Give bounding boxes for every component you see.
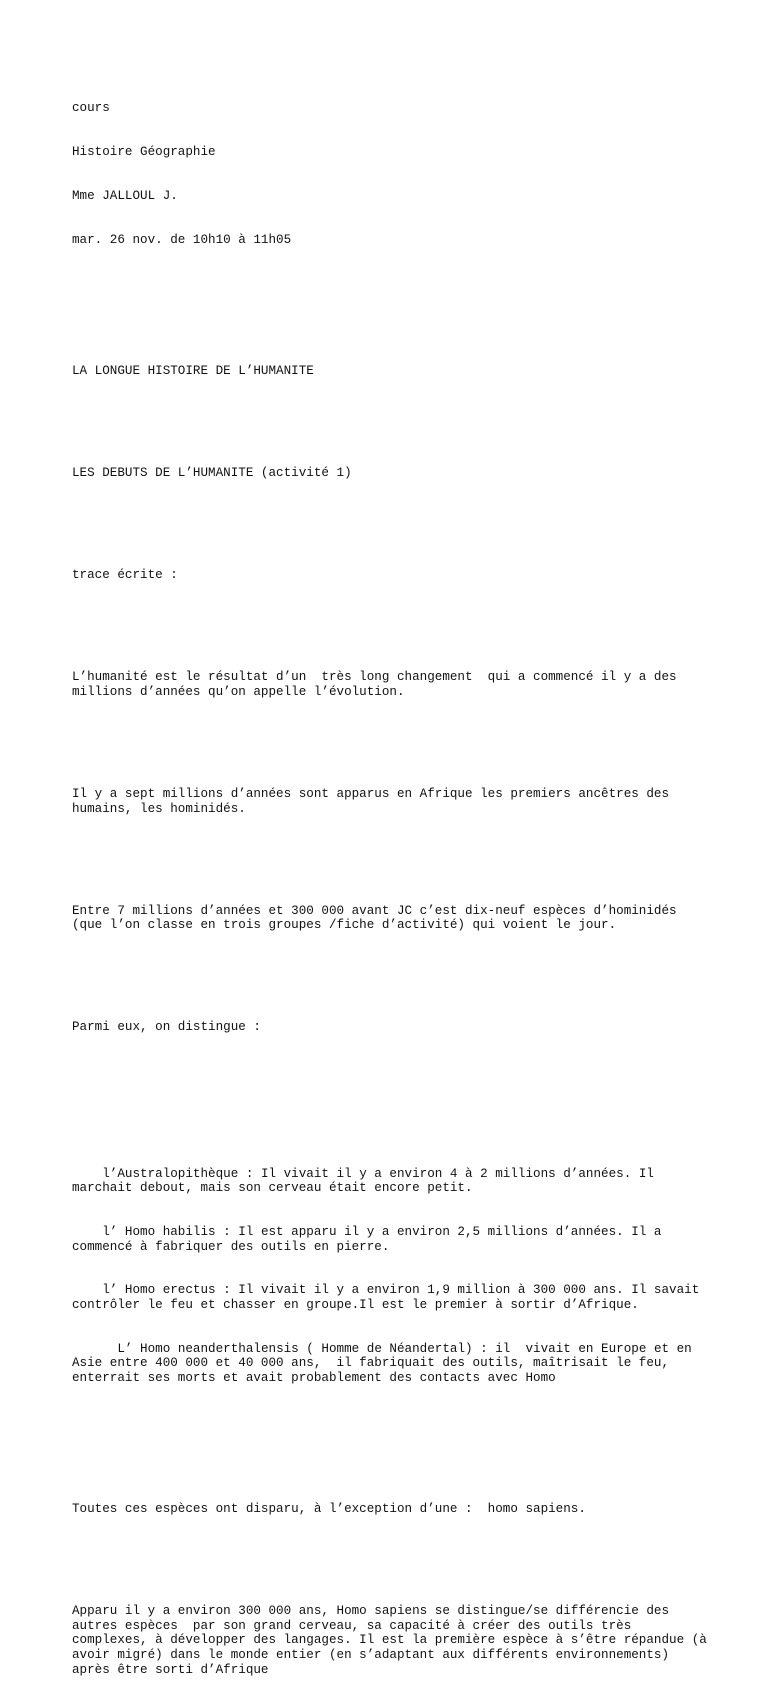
- spacer: [72, 407, 712, 422]
- header-teacher: Mme JALLOUL J.: [72, 188, 178, 203]
- header-type: cours: [72, 101, 110, 116]
- document-title: LA LONGUE HISTOIRE DE L’HUMANITE: [72, 363, 314, 378]
- spacer: [72, 510, 712, 525]
- spacer: [72, 612, 712, 627]
- spacer: [72, 1429, 712, 1458]
- spacer: [72, 962, 712, 977]
- species-item-australopitheque: l’Australopithèque : Il vivait il y a environ 4 à 2 millions d’années. Il marchait debout, mais son cerveau était encore petit.: [72, 1166, 662, 1196]
- species-item-homo-neanderthalensis: L’ Homo neanderthalensis ( Homme de Néandertal) : il vivait en Europe et en Asie entre 400 000 et 40 000 ans, il fabriquait des outils, maîtrisait le feu, enterrait ses morts et avait probablement des contacts avec Homo: [72, 1341, 700, 1385]
- header-date: mar. 26 nov. de 10h10 à 11h05: [72, 232, 292, 247]
- spacer: [72, 845, 712, 860]
- species-item-homo-erectus: l’ Homo erectus : Il vivait il y a environ 1,9 million à 300 000 ans. Il savait contrôler le feu et chasser en groupe.Il est le premier à sortir d’Afrique.: [72, 1283, 707, 1312]
- spacer: [72, 1546, 712, 1561]
- spacer: [72, 729, 712, 744]
- header-subject: Histoire Géographie: [72, 144, 216, 159]
- trace-label: trace écrite :: [72, 568, 178, 582]
- spacer: [72, 291, 712, 320]
- species-item-homo-habilis: l’ Homo habilis : Il est apparu il y a environ 2,5 millions d’années. Il a commencé à fabriquer des outils en pierre.: [72, 1224, 670, 1254]
- paragraph-distinguish: Parmi eux, on distingue :: [72, 1020, 261, 1035]
- paragraph-ancestors: Il y a sept millions d’années sont apparus en Afrique les premiers ancêtres des humains, les hominidés.: [72, 786, 677, 816]
- paragraph-homo-sapiens: Apparu il y a environ 300 000 ans, Homo sapiens se distingue/se différencie des autres espèces par son grand cerveau, sa capacité à créer des outils très complexes, à développer des langages. Il est la première espèce à s’être répandue (à avoir migré) dans le monde entier (en s’adaptant aux différents environnements) après être sorti d’Afrique: [72, 1604, 715, 1677]
- document-subtitle: LES DEBUTS DE L’HUMANITE (activité 1): [72, 465, 352, 480]
- paragraph-disappeared: Toutes ces espèces ont disparu, à l’exception d’une : homo sapiens.: [72, 1502, 586, 1517]
- paragraph-evolution: L’humanité est le résultat d’un très long changement qui a commencé il y a des millions d’années qu’on appelle l’évolution.: [72, 670, 685, 699]
- paragraph-hominids: Entre 7 millions d’années et 300 000 avant JC c’est dix-neuf espèces d’hominidés (que l’on classe en trois groupes /fiche d’activité) qui voient le jour.: [72, 903, 685, 933]
- spacer: [72, 1079, 712, 1123]
- document-page: [72, 72, 715, 1692]
